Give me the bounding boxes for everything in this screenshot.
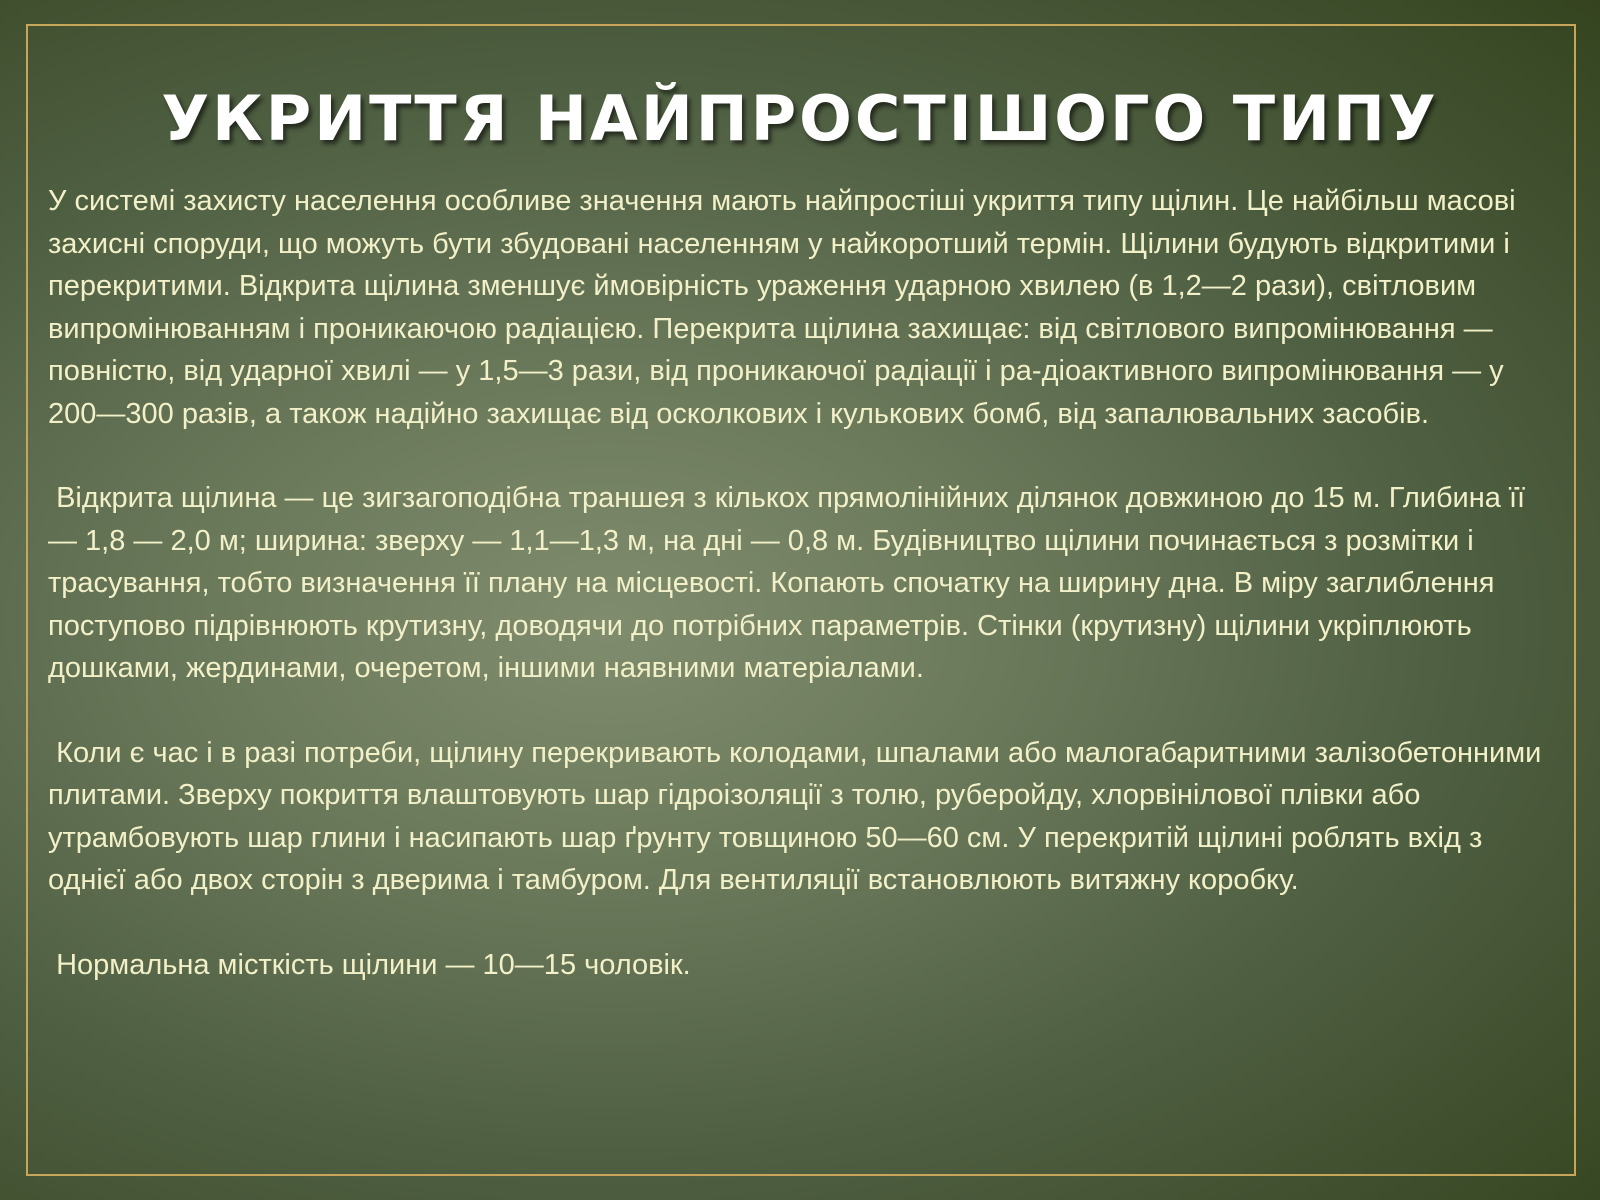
slide-body	[48, 180, 1548, 986]
paragraph-shelter-overview: У системі захисту населення особливе значення мають найпростіші укриття типу щілин. Це найбільш масові захисні споруди, що можуть бути збудовані населенням у найкоротший термін. Щілини будують відкритими і перекритими. Відкрита щілина зменшує ймовірність ураження ударною хвилею (в 1,2—2 рази), світловим випромінюванням і проникаючою радіацією. Перекрита щілина захищає: від світлового випромінювання — повністю, від ударної хвилі — у 1,5—3 рази, від проникаючої радіації і ра-діоактивного випромінювання — у 200—300 разів, а також надійно захищає від осколкових і кулькових бомб, від запалювальних засобів.	[48, 185, 1516, 430]
paragraph-capacity: Нормальна місткість щілини — 10—15 чоловік.	[48, 948, 691, 981]
paragraph-covered-trench: Коли є час і в разі потреби, щілину перекривають колодами, шпалами або малогабаритними залізобетонними плитами. Зверху покриття влаштовують шар гідроізоляції з толю, руберойду, хлорвінілової плівки або утрамбовують шар глини і насипають шар ґрунту товщиною 50—60 см. У перекритій щілині роблять вхід з однієї або двох сторін з дверима і тамбуром. Для вентиляції встановлюють витяжну коробку.	[48, 736, 1550, 896]
slide-title: УКРИТТЯ НАЙПРОСТІШОГО ТИПУ	[161, 82, 1439, 155]
paragraph-open-trench: Відкрита щілина — це зигзагоподібна траншея з кількох прямолінійних ділянок довжиною до 15 м. Глибина її — 1,8 — 2,0 м; ширина: зверху — 1,1—1,3 м, на дні — 0,8 м. Будівництво щілини починається з розмітки і трасування, тобто визначення її плану на місцевості. Копають спочатку на ширину дна. В міру заглиблення поступово підрівнюють крутизну, доводячи до потрібних параметрів. Стінки (крутизну) щілини укріплюють дошками, жердинами, очеретом, іншими наявними матеріалами.	[48, 482, 1534, 684]
